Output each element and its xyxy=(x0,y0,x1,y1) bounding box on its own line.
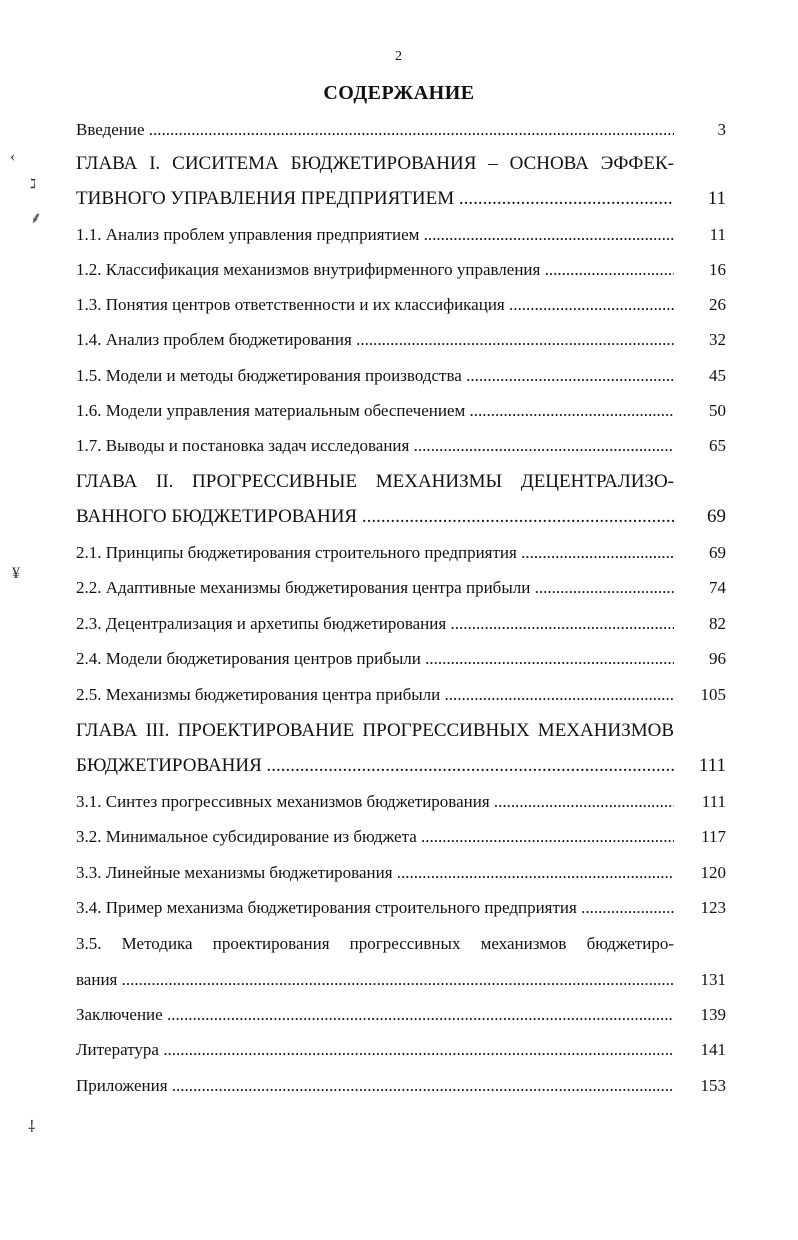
toc-entry-page: 26 xyxy=(709,295,726,314)
toc-entry xyxy=(76,1035,726,1065)
toc-entry xyxy=(76,893,726,923)
toc-entry-title: Приложения ..... xyxy=(76,1071,674,1101)
toc-entry xyxy=(76,431,726,461)
toc-entry-title: вания ..... xyxy=(76,965,674,995)
toc-entry xyxy=(76,220,726,250)
toc-entry xyxy=(76,1071,726,1101)
toc-entry-page: 16 xyxy=(709,260,726,279)
toc-entry-page: 117 xyxy=(701,827,726,846)
toc-entry-title: ТИВНОГО УПРАВЛЕНИЯ ПРЕДПРИЯТИЕМ ..... xyxy=(76,184,674,214)
toc-entry-title: 1.2. Классификация механизмов внутрифирменного управления ..... xyxy=(76,255,674,285)
toc-entry-page: 65 xyxy=(709,436,726,455)
toc-entry-title: 1.3. Понятия центров ответственности и их классификация ..... xyxy=(76,290,674,320)
toc-entry-page: 139 xyxy=(700,1005,726,1024)
toc-entry-title: 1.7. Выводы и постановка задач исследования ..... xyxy=(76,431,674,461)
toc-entry-title: Заключение ..... xyxy=(76,1000,674,1030)
toc-entry xyxy=(76,361,726,391)
toc-entry xyxy=(76,680,726,710)
toc-entry-title: 2.1. Принципы бюджетирования строительного предприятия ..... xyxy=(76,538,674,568)
toc-entry-page: 141 xyxy=(700,1040,726,1059)
toc-entry-title: ВАННОГО БЮДЖЕТИРОВАНИЯ ..... xyxy=(76,502,674,532)
toc-entry-title: Литература ..... xyxy=(76,1035,674,1065)
toc-entry-title: БЮДЖЕТИРОВАНИЯ ..... xyxy=(76,751,674,781)
toc-entry-title: 3.4. Пример механизма бюджетирования строительного предприятия ..... xyxy=(76,893,674,923)
toc-entry-title: 1.1. Анализ проблем управления предприятием ..... xyxy=(76,220,674,250)
page-number: 2 xyxy=(395,49,402,64)
toc-entry xyxy=(76,149,726,179)
scan-mark: ⸙ xyxy=(30,210,43,227)
toc-entry-page: 153 xyxy=(700,1076,726,1095)
toc-entry-title: 3.5. Методика проектирования прогрессивных механизмов бюджетиро- xyxy=(76,934,674,953)
scan-mark: ⸸ xyxy=(28,1119,36,1136)
toc-entry xyxy=(76,787,726,817)
toc-entry xyxy=(76,822,726,852)
toc-entry-page: 11 xyxy=(709,225,726,244)
toc-entry-page: 32 xyxy=(709,330,726,349)
toc-entry-title: Введение ..... xyxy=(76,115,674,145)
scan-mark: ℷ xyxy=(30,176,37,191)
toc-entry-page: 74 xyxy=(709,578,726,597)
toc-entry-page: 69 xyxy=(709,543,726,562)
page-title: СОДЕРЖАНИЕ xyxy=(323,82,475,104)
toc-entry-title: 2.4. Модели бюджетирования центров прибыли ..... xyxy=(76,644,674,674)
toc-entry-title: 1.5. Модели и методы бюджетирования производства ..... xyxy=(76,361,674,391)
toc-entry xyxy=(76,609,726,639)
toc-entry xyxy=(76,965,726,995)
toc-entry-page: 96 xyxy=(709,649,726,668)
toc-entry xyxy=(76,1000,726,1030)
toc-entry xyxy=(76,573,726,603)
toc-entry xyxy=(76,467,726,497)
toc-entry-title: 1.4. Анализ проблем бюджетирования ..... xyxy=(76,325,674,355)
toc-entry xyxy=(76,184,726,214)
toc-entry-page: 3 xyxy=(717,120,726,139)
toc-entry-page: 131 xyxy=(700,970,726,989)
scan-mark: ‹ xyxy=(10,148,16,165)
toc-entry xyxy=(76,858,726,888)
toc-entry-page: 82 xyxy=(709,614,726,633)
toc-entry-page: 123 xyxy=(700,898,726,917)
toc-entry-title: ГЛАВА III. ПРОЕКТИРОВАНИЕ ПРОГРЕССИВНЫХ МЕХАНИЗМОВ xyxy=(76,720,674,741)
toc-entry-title: 3.1. Синтез прогрессивных механизмов бюджетирования ..... xyxy=(76,787,674,817)
toc-entry-title: 3.3. Линейные механизмы бюджетирования ..... xyxy=(76,858,674,888)
toc-entry-title: 2.5. Механизмы бюджетирования центра прибыли ..... xyxy=(76,680,674,710)
toc-entry-page: 105 xyxy=(700,685,726,704)
toc-entry-page: 45 xyxy=(709,366,726,385)
toc-entry-title: ГЛАВА II. ПРОГРЕССИВНЫЕ МЕХАНИЗМЫ ДЕЦЕНТРАЛИЗО- xyxy=(76,471,674,492)
toc-entry-title: 2.2. Адаптивные механизмы бюджетирования центра прибыли ..... xyxy=(76,573,674,603)
toc-entry xyxy=(76,115,726,145)
toc-entry-page: 111 xyxy=(698,755,726,776)
toc-entry xyxy=(76,644,726,674)
toc-entry xyxy=(76,325,726,355)
toc-entry xyxy=(76,538,726,568)
toc-entry-page: 11 xyxy=(707,188,726,209)
toc-entry-title: 1.6. Модели управления материальным обеспечением ..... xyxy=(76,396,674,426)
toc-entry-title: ГЛАВА I. СИСИТЕМА БЮДЖЕТИРОВАНИЯ – ОСНОВА ЭФФЕК- xyxy=(76,153,674,174)
toc-entry xyxy=(76,502,726,532)
toc-entry-page: 120 xyxy=(700,863,726,882)
toc-entry xyxy=(76,716,726,746)
toc-entry-title: 2.3. Децентрализация и архетипы бюджетирования ..... xyxy=(76,609,674,639)
toc-entry-page: 111 xyxy=(701,792,726,811)
scan-mark: ¥ xyxy=(12,565,20,582)
toc-entry-page: 69 xyxy=(707,506,726,527)
toc-entry-title: 3.2. Минимальное субсидирование из бюджета ..... xyxy=(76,822,674,852)
toc-entry xyxy=(76,751,726,781)
toc-entry-page: 50 xyxy=(709,401,726,420)
toc-entry xyxy=(76,255,726,285)
toc-entry xyxy=(76,929,726,959)
toc-entry xyxy=(76,396,726,426)
toc-entry xyxy=(76,290,726,320)
